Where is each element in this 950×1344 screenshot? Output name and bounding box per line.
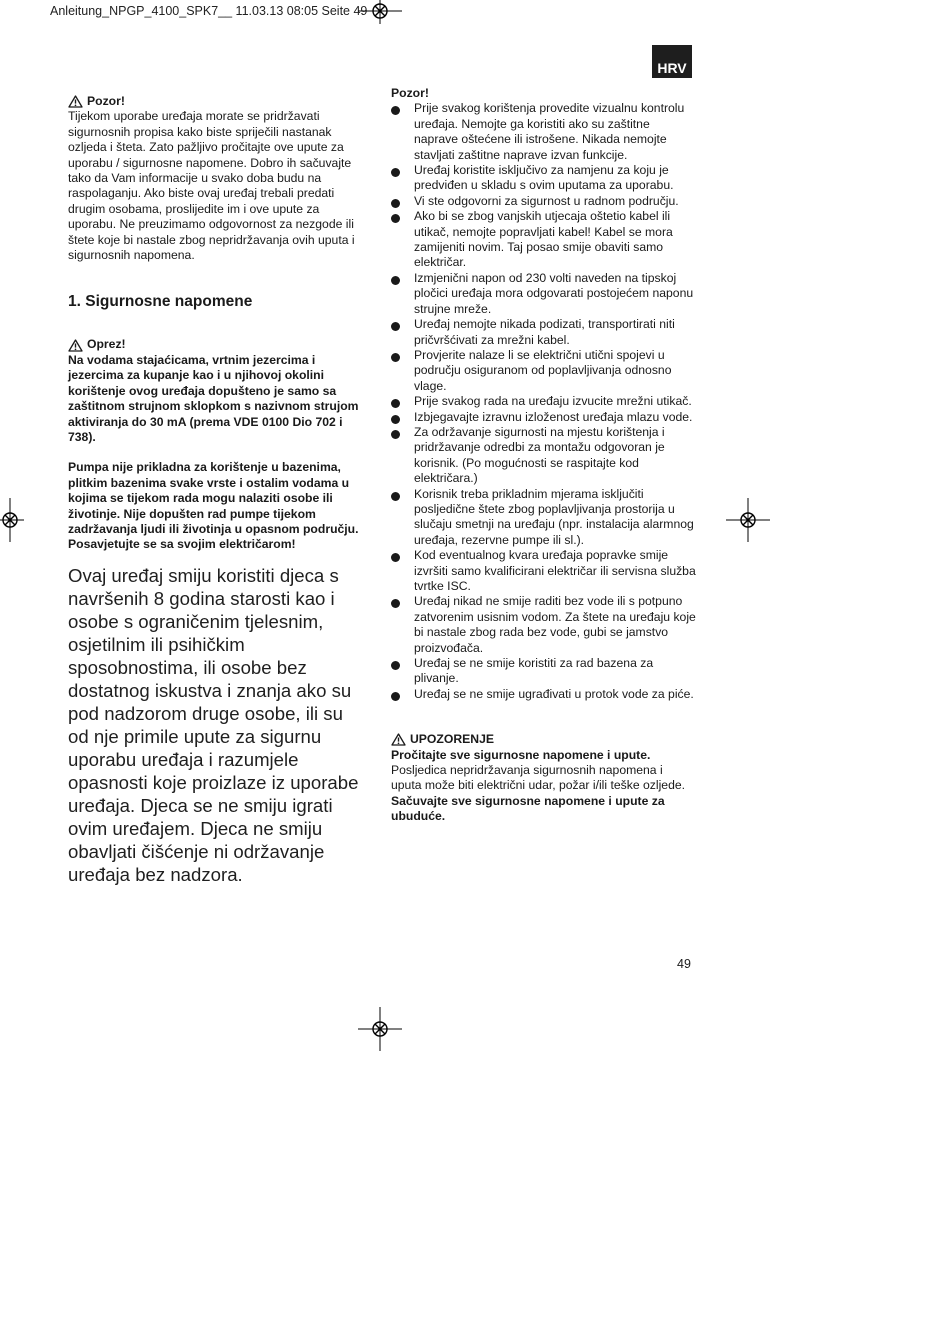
list-item: Uređaj nikad ne smije raditi bez vode ili s potpuno zatvorenim usisnim vodom. Za štete na uređaju koje bi nastale zbog rada bez vode, gubi se jamstvo proizvođača.	[391, 594, 696, 656]
upozorenje-heading	[391, 732, 696, 747]
bullet-icon	[391, 199, 400, 208]
bullet-icon	[391, 430, 400, 439]
list-item: Uređaj nemojte nikada podizati, transportirati niti pričvršćivati za mrežni kabel.	[391, 317, 696, 348]
bullet-icon	[391, 415, 400, 424]
bullet-icon	[391, 353, 400, 362]
warning-triangle-icon	[68, 339, 83, 352]
registration-mark-top	[358, 0, 402, 24]
bullet-icon	[391, 599, 400, 608]
section-heading: 1. Sigurnosne napomene	[68, 293, 253, 311]
list-item: Prije svakog rada na uređaju izvucite mrežni utikač.	[391, 394, 696, 409]
list-item: Uređaj se ne smije koristiti za rad bazena za plivanje.	[391, 656, 696, 687]
bullet-icon	[391, 168, 400, 177]
registration-mark-right	[726, 498, 770, 542]
upozorenje-bold-closing: Sačuvajte sve sigurnosne napomene i upute za ubuduće.	[391, 793, 665, 824]
bullet-icon	[391, 553, 400, 562]
children-notice: Ovaj uređaj smiju koristiti djeca s navršenih 8 godina starosti kao i osobe s ograničenim tjelesnim, osjetilnim ili psihičkim sposobnostima, ili osobe bez dostatnog iskustva i znanja ako su pod nadzorom druge osobe, ili su od nje primile upute za sigurnu uporabu uređaja i razumjele opasnosti koje proizlaze iz uporabe uređaja. Djeca se ne smiju igrati ovim uređajem. Djeca ne smiju obavljati čišćenje ni održavanje uređaja bez nadzora.	[68, 564, 359, 885]
warning-triangle-icon	[68, 95, 83, 108]
left-column	[68, 94, 368, 886]
bullet-icon	[391, 492, 400, 501]
pozor-title: Pozor!	[391, 86, 429, 100]
bullet-icon	[391, 322, 400, 331]
list-item: Uređaj se ne smije ugrađivati u protok vode za piće.	[391, 687, 696, 702]
registration-mark-bottom	[358, 1007, 402, 1051]
upozorenje-text: Posljedica nepridržavanja sigurnosnih napomena i uputa može biti električni udar, požar i/ili teške ozljede.	[391, 763, 686, 793]
list-item: Uređaj koristite isključivo za namjenu za koju je predviđen u skladu s ovim uputama za uporabu.	[391, 163, 696, 194]
bullet-icon	[391, 399, 400, 408]
list-item: Prije svakog korištenja provedite vizualnu kontrolu uređaja. Nemojte ga koristiti ako su zaštitne naprave oštećene ili istrošene. Nikada nemojte stavljati zaštitne naprave izvan funkcije.	[391, 101, 696, 163]
language-tab: HRV	[652, 45, 692, 78]
caution-text: Tijekom uporabe uređaja morate se pridržavati sigurnosnih propisa kako biste spriječili nastanak ozljeda i šteta. Zato pažljivo pročitajte ove upute za uporabu / sigurnosne napomene. Dobro ih sačuvajte tako da Vam informacije u svako doba budu na raspolaganju. Ako biste ovaj uređaj trebali predati drugim osobama, proslijedite im i ove upute za uporabu. Ne preuzimamo odgovornost za nezgode ili štete koje bi nastale zbog nepridržavanja ovih uputa i sigurnosnih napomena.	[68, 109, 355, 263]
list-item: Izmjenični napon od 230 volti naveden na tipskoj pločici uređaja mora odgovarati postojećem naponu strujne mreže.	[391, 271, 696, 317]
list-item: Za održavanje sigurnosti na mjestu korištenja i pridržavanje odredbi za montažu odgovoran je korisnik. (Po mogućnosti se raspitajte kod električara.)	[391, 425, 696, 487]
print-header: Anleitung_NPGP_4100_SPK7__ 11.03.13 08:05 Seite 49	[50, 4, 368, 18]
list-item: Vi ste odgovorni za sigurnost u radnom području.	[391, 194, 696, 209]
bullet-icon	[391, 692, 400, 701]
list-item: Izbjegavajte izravnu izloženost uređaja mlazu vode.	[391, 410, 696, 425]
upozorenje-bold-line: Pročitajte sve sigurnosne napomene i upute.	[391, 747, 651, 762]
oprez-text: Na vodama stajaćicama, vrtnim jezercima i jezercima za kupanje kao i u njihovoj okolini korištenje ovog uređaja dopušteno je samo sa zaštitnom strujnom sklopkom s nazivnom strujom aktiviranja do 30 mA (prema VDE 0100 Dio 702 i 738).	[68, 352, 359, 444]
upozorenje-title: UPOZORENJE	[410, 732, 494, 747]
bullet-icon	[391, 106, 400, 115]
safety-bullet-list	[391, 101, 696, 702]
list-item: Provjerite nalaze li se električni utični spojevi u području osiguranom od poplavljivanja odnosno vlage.	[391, 348, 696, 394]
caution-heading	[68, 94, 368, 109]
caution-title: Pozor!	[87, 94, 125, 108]
bullet-icon	[391, 214, 400, 223]
registration-mark-left	[0, 498, 24, 542]
list-item: Korisnik treba prikladnim mjerama isključiti posljedične štete zbog poplavljivanja prostorija u slučaju smetnji na uređaju (npr. instalacija alarmnog uređaja, rezervne pumpe ili sl.).	[391, 487, 696, 549]
warning-triangle-icon	[391, 733, 406, 746]
list-item: Ako bi se zbog vanjskih utjecaja oštetio kabel ili utikač, nemojte popravljati kabel! Kabel se mora zamijeniti novim. Taj posao smije obaviti samo električar.	[391, 209, 696, 271]
list-item: Kod eventualnog kvara uređaja popravke smije izvršiti samo kvalificirani električar ili servisna služba tvrtke ISC.	[391, 548, 696, 594]
bullet-icon	[391, 276, 400, 285]
pool-warning-text: Pumpa nije prikladna za korištenje u bazenima, plitkim bazenima svake vrste i ostalim vodama u kojima se tijekom rada mogu nalaziti osobe ili životinje. Nije dopušten rad pumpe tijekom zadržavanja ljudi ili životinja u opasnom području. Posavjetujte se sa svojim električarom!	[68, 460, 359, 552]
oprez-heading	[68, 337, 368, 352]
page-number: 49	[677, 957, 691, 971]
right-column	[391, 86, 696, 825]
bullet-icon	[391, 661, 400, 670]
oprez-title: Oprez!	[87, 337, 126, 352]
